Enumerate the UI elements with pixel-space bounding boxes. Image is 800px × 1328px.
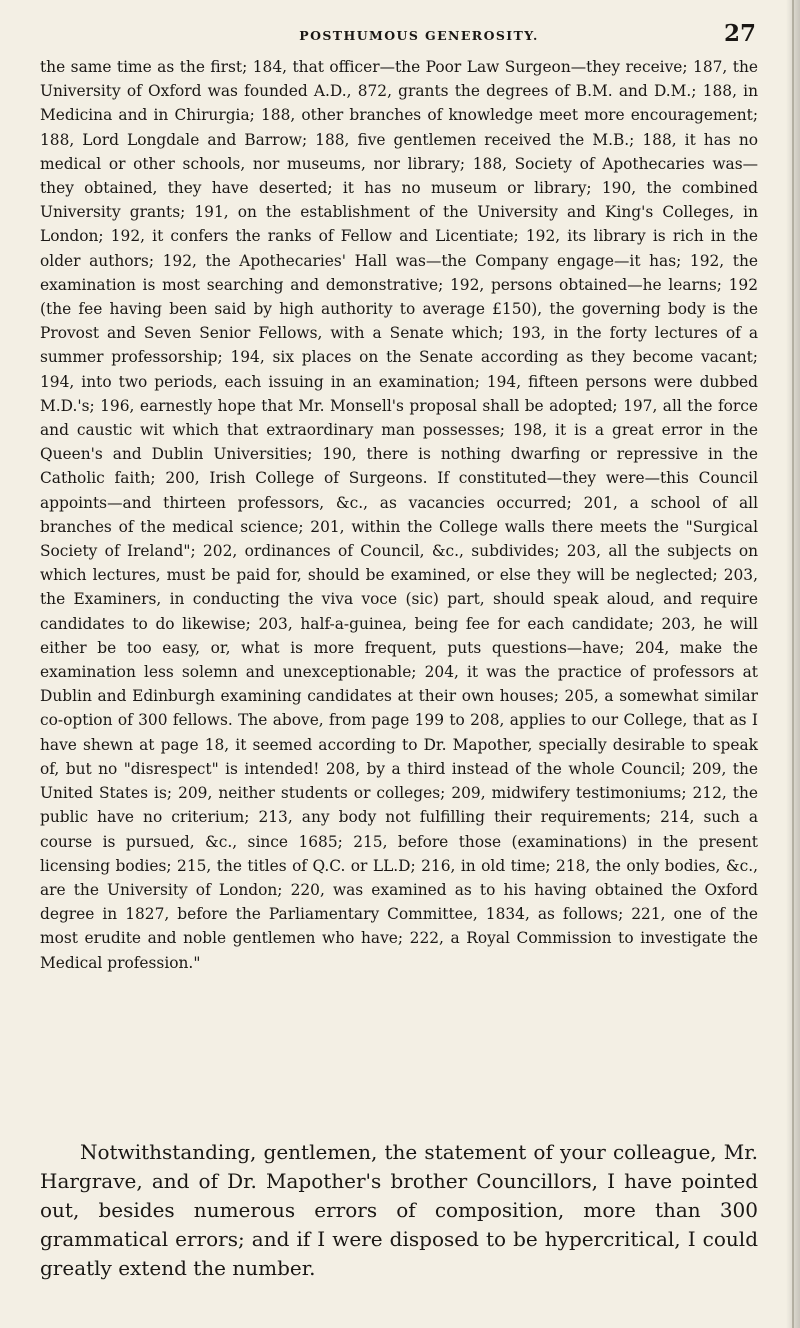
running-title: POSTHUMOUS GENEROSITY. <box>299 28 539 43</box>
running-head <box>40 20 758 50</box>
closing-paragraph <box>40 1138 758 1283</box>
page-number: 27 <box>723 20 756 47</box>
body-paragraph-text: the same time as the first; 184, that officer—the Poor Law Surgeon—they receive; 187, the University of Oxford was founded A.D., 872, grants the degrees of B.M. and D.M.; 188, in Medicina and in Chirurgia; 188, other branches of knowledge meet more encouragement; 188, Lord Longdale and Barrow; 188, five gentlemen received the M.B.; 188, it has no medical or other schools, nor museums, nor library; 188, Society of Apothecaries was—they obtained, they have deserted; it has no museum or library; 190, the combined University grants; 191, on the establishment of the University and King's Colleges, in London; 192, it confers the ranks of Fellow and Licentiate; 192, its library is rich in the older authors; 192, the Apothecaries' Hall was—the Company engage—it has; 192, the examination is most searching and demonstrative; 192, persons obtained—he learns; 192 (the fee having been said by high authority to average £150), the governing body is the Provost and Seven Senior Fellows, with a Senate which; 193, in the forty lectures of a summer professorship; 194, six places on the Senate according as they become vacant; 194, into two periods, each issuing in an examination; 194, fifteen persons were dubbed M.D.'s; 196, earnestly hope that Mr. Monsell's proposal shall be adopted; 197, all the force and caustic wit which that extraordinary man possesses; 198, it is a great error in the Queen's and Dublin Universities; 190, there is nothing dwarfing or repressive in the Catholic faith; 200, Irish College of Surgeons. If constituted—they were—this Council appoints—and thirteen professors, &c., as vacancies occurred; 201, a school of all branches of the medical science; 201, within the College walls there meets the "Surgical Society of Ireland"; 202, ordinances of Council, &c., subdivides; 203, all the subjects on which lectures, must be paid for, should be examined, or else they will be neglected; 203, the Examiners, in conducting the viva voce (sic) part, should speak aloud, and require candidates to do likewise; 203, half-a-guinea, being fee for each candidate; 203, he will either be too easy, or, what is more frequent, puts questions—have; 204, make the examination less solemn and unexceptionable; 204, it was the practice of professors at Dublin and Edinburgh examining candidates at their own houses; 205, a somewhat similar co-option of 300 fellows. The above, from page 199 to 208, applies to our College, that as I have shewn at page 18, it seemed according to Dr. Mapother, specially desirable to speak of, but no "disrespect" is intended! 208, by a third instead of the whole Council; 209, the United States is; 209, neither students or colleges; 209, midwifery testimoniums; 212, the public have no criterium; 213, any body not fulfilling their requirements; 214, such a course is pursued, &c., since 1685; 215, before those (examinations) in the present licensing bodies; 215, the titles of Q.C. or LL.D; 216, in old time; 218, the only bodies, &c., are the University of London; 220, was examined as to his having obtained the Oxford degree in 1827, before the Parliamentary Committee, 1834, as follows; 221, one of the most erudite and noble gentlemen who have; 222, a Royal Commission to investigate the Medical profession." <box>40 58 758 972</box>
closing-paragraph-text: Notwithstanding, gentlemen, the statement of your colleague, Mr. Hargrave, and of Dr. Mapother's brother Councillors, I have pointed out, besides numerous errors of composition, more than 300 grammatical errors; and if I were disposed to be hypercritical, I could greatly extend the number. <box>40 1140 758 1280</box>
page-edge-line <box>792 0 794 1328</box>
body-paragraph <box>40 55 758 975</box>
